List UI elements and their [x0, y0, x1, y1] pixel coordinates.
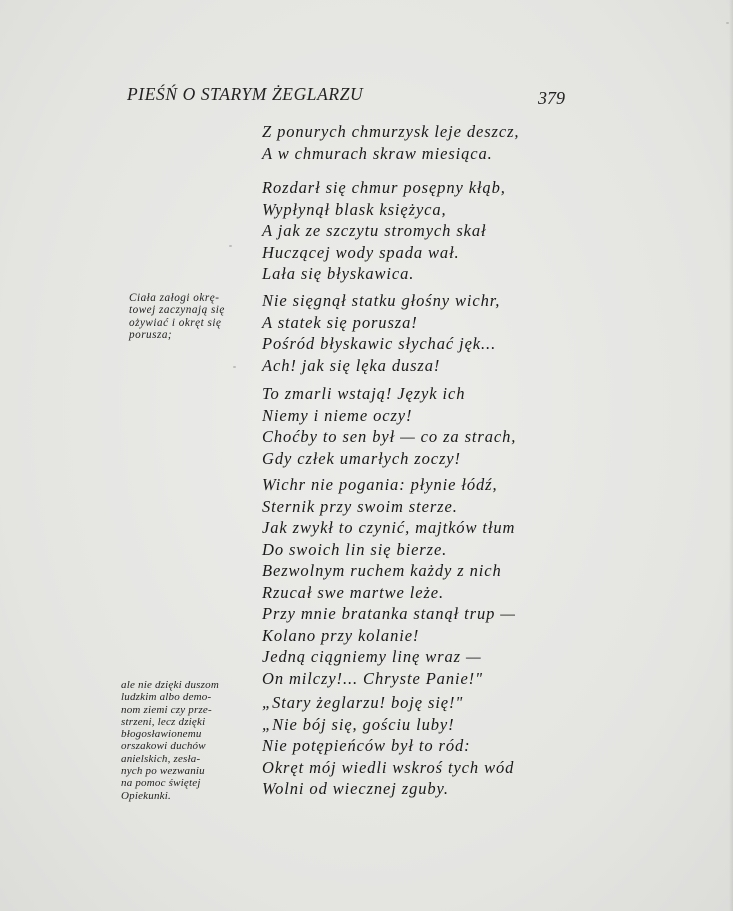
- verse-line: Przy mnie bratanka stanął trup —: [262, 604, 516, 623]
- verse-line: A w chmurach skraw miesiąca.: [262, 143, 493, 163]
- verse-line: Sternik przy swoim sterze.: [262, 496, 458, 516]
- page-edge-shadow: [729, 0, 733, 911]
- verse-line: To zmarli wstają! Język ich: [262, 384, 466, 403]
- verse-line: Bezwolnym ruchem każdy z nich: [262, 561, 502, 580]
- verse-line: Choćby to sen był — co za strach,: [262, 427, 517, 446]
- stanza-7: [262, 692, 514, 800]
- stanza-1: [262, 121, 519, 164]
- gloss-line: ludzkim albo demo-: [121, 691, 212, 704]
- verse-line: Jedną ciągniemy linę wraz —: [262, 647, 482, 666]
- paper-speck: [229, 245, 232, 247]
- verse-line: Rozdarł się chmur posępny kłąb,: [262, 178, 506, 197]
- stanza-4: [262, 383, 516, 469]
- stanza-6: [262, 603, 516, 689]
- marginal-gloss-2: [121, 679, 219, 802]
- verse-line: Do swoich lin się bierze.: [262, 539, 448, 559]
- verse-line: On milczy!... Chryste Panie!": [262, 668, 483, 688]
- marginal-gloss-1: [129, 292, 225, 342]
- verse-line: Kolano przy kolanie!: [262, 625, 420, 645]
- gloss-line: ale nie dzięki duszom: [121, 679, 219, 691]
- gloss-line: Opiekunki.: [121, 789, 171, 802]
- gloss-line: anielskich, zesła-: [121, 752, 201, 765]
- verse-line: Ach! jak się lęka dusza!: [262, 355, 441, 375]
- gloss-line: błogosławionemu: [121, 728, 202, 741]
- verse-line: Rzucał swe martwe leże.: [262, 582, 445, 602]
- verse-line: Nie sięgnął statku głośny wichr,: [262, 291, 501, 310]
- gloss-line: Ciała załogi okrę-: [129, 292, 220, 304]
- stanza-5: [262, 474, 515, 603]
- verse-line: A jak ze szczytu stromych skał: [262, 221, 487, 240]
- verse-line: Wichr nie pogania: płynie łódź,: [262, 475, 498, 494]
- verse-line: Wypłynął blask księżyca,: [262, 199, 447, 219]
- gloss-line: strzeni, lecz dzięki: [121, 715, 206, 728]
- gloss-line: orszakowi duchów: [121, 740, 206, 753]
- verse-line: Lała się błyskawica.: [262, 264, 415, 283]
- verse-line: Okręt mój wiedli wskroś tych wód: [262, 757, 515, 777]
- verse-line: „Nie bój się, gościu luby!: [262, 714, 455, 734]
- stanza-3: [262, 290, 500, 376]
- verse-line: Z ponurych chmurzysk leje deszcz,: [262, 122, 520, 141]
- verse-line: A statek się porusza!: [262, 312, 418, 332]
- verse-line: Gdy człek umarłych zoczy!: [262, 448, 461, 468]
- gloss-line: porusza;: [129, 329, 173, 342]
- stanza-2: [262, 177, 506, 285]
- verse-line: Pośród błyskawic słychać jęk...: [262, 334, 497, 353]
- page-number: 379: [538, 88, 565, 108]
- running-title: PIEŚŃ O STARYM ŻEGLARZU: [127, 84, 364, 104]
- paper-speck: [233, 366, 236, 368]
- verse-line: Huczącej wody spada wał.: [262, 242, 460, 262]
- gloss-line: na pomoc świętej: [121, 777, 201, 790]
- gloss-line: nom ziemi czy prze-: [121, 703, 212, 716]
- gloss-line: nych po wezwaniu: [121, 765, 205, 778]
- gloss-line: ożywiać i okręt się: [129, 316, 222, 329]
- verse-line: Nie potępieńców był to ród:: [262, 736, 471, 755]
- verse-line: Niemy i nieme oczy!: [262, 405, 413, 425]
- verse-line: Jak zwykł to czynić, majtków tłum: [262, 518, 516, 537]
- verse-line: „Stary żeglarzu! boję się!": [262, 693, 464, 712]
- verse-line: Wolni od wiecznej zguby.: [262, 779, 449, 798]
- gloss-line: towej zaczynają się: [129, 304, 225, 317]
